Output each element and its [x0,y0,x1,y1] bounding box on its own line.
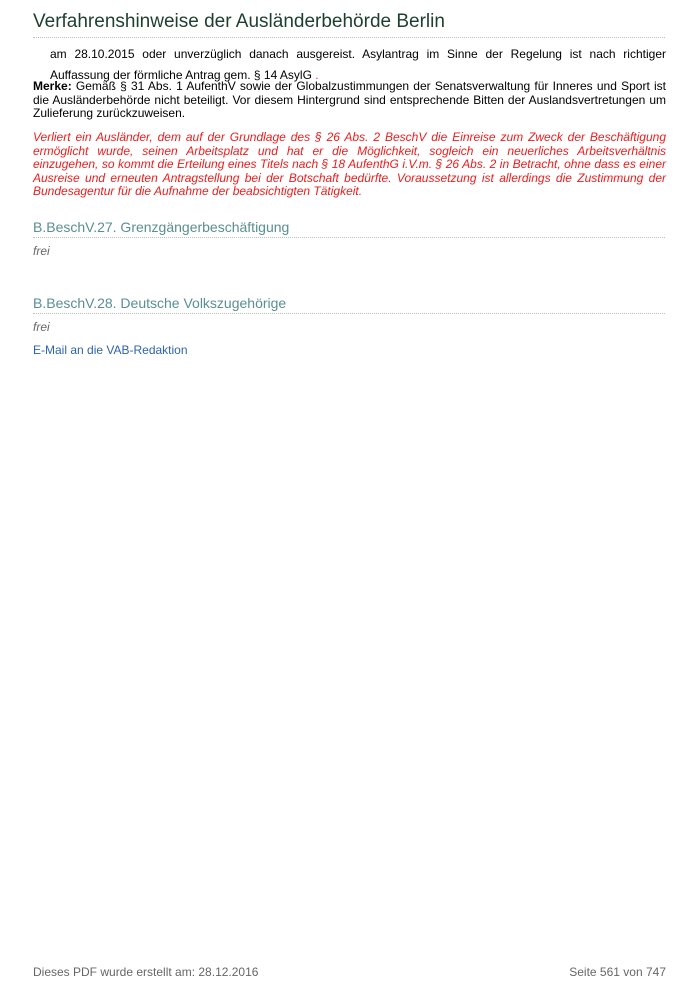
footer-created-date: Dieses PDF wurde erstellt am: 28.12.2016 [33,965,259,979]
merke-paragraph [33,80,666,121]
section-heading-28: B.BeschV.28. Deutsche Volkszugehörige [33,295,287,311]
page-title: Verfahrenshinweise der Ausländerbehörde Berlin [33,11,445,32]
continuation-text: am 28.10.2015 oder unverzüglich danach ausgereist. Asylantrag im Sinne der Regelung ist nach richtiger Auffassung der förmliche Antrag gem. § 14 AsylG [50,47,666,82]
footer-page-number: Seite 561 von 747 [569,965,666,979]
section-divider-28 [33,313,665,314]
section-divider-27 [33,237,665,238]
section-heading-27: B.BeschV.27. Grenzgängerbeschäftigung [33,219,290,235]
email-editorial-link[interactable]: E-Mail an die VAB-Redaktion [33,343,188,357]
merke-text: Gemäß § 31 Abs. 1 AufenthV sowie der Globalzustimmungen der Senatsverwaltung für Inneres und Sport ist die Ausländerbehörde nicht beteiligt. Vor diesem Hintergrund sind entsprechende Bitten der Auslandsvertretungen um Zulieferung zurückzuweisen. [33,79,666,120]
highlighted-paragraph: Verliert ein Ausländer, dem auf der Grundlage des § 26 Abs. 2 BeschV die Einreise zum Zweck der Beschäftigung ermöglicht wurde, seinen Arbeitsplatz und hat er die Möglichkeit, sogleich ein neuerliches Arbeitsverhältnis einzugehen, so kommt die Erteilung eines Titels nach § 18 AufenthG i.V.m. § 26 Abs. 2 in Betracht, ohne dass es einer Ausreise und erneuten Antragstellung bei der Botschaft bedürfte. Voraussetzung ist allerdings die Zustimmung der Bundesagentur für die Aufnahme der beabsichtigten Tätigkeit. [33,130,666,199]
section-body-28: frei [33,320,50,334]
title-divider [33,37,665,38]
reference-link[interactable]: . [315,68,319,82]
merke-label: Merke: [33,79,72,93]
section-body-27: frei [33,244,50,258]
